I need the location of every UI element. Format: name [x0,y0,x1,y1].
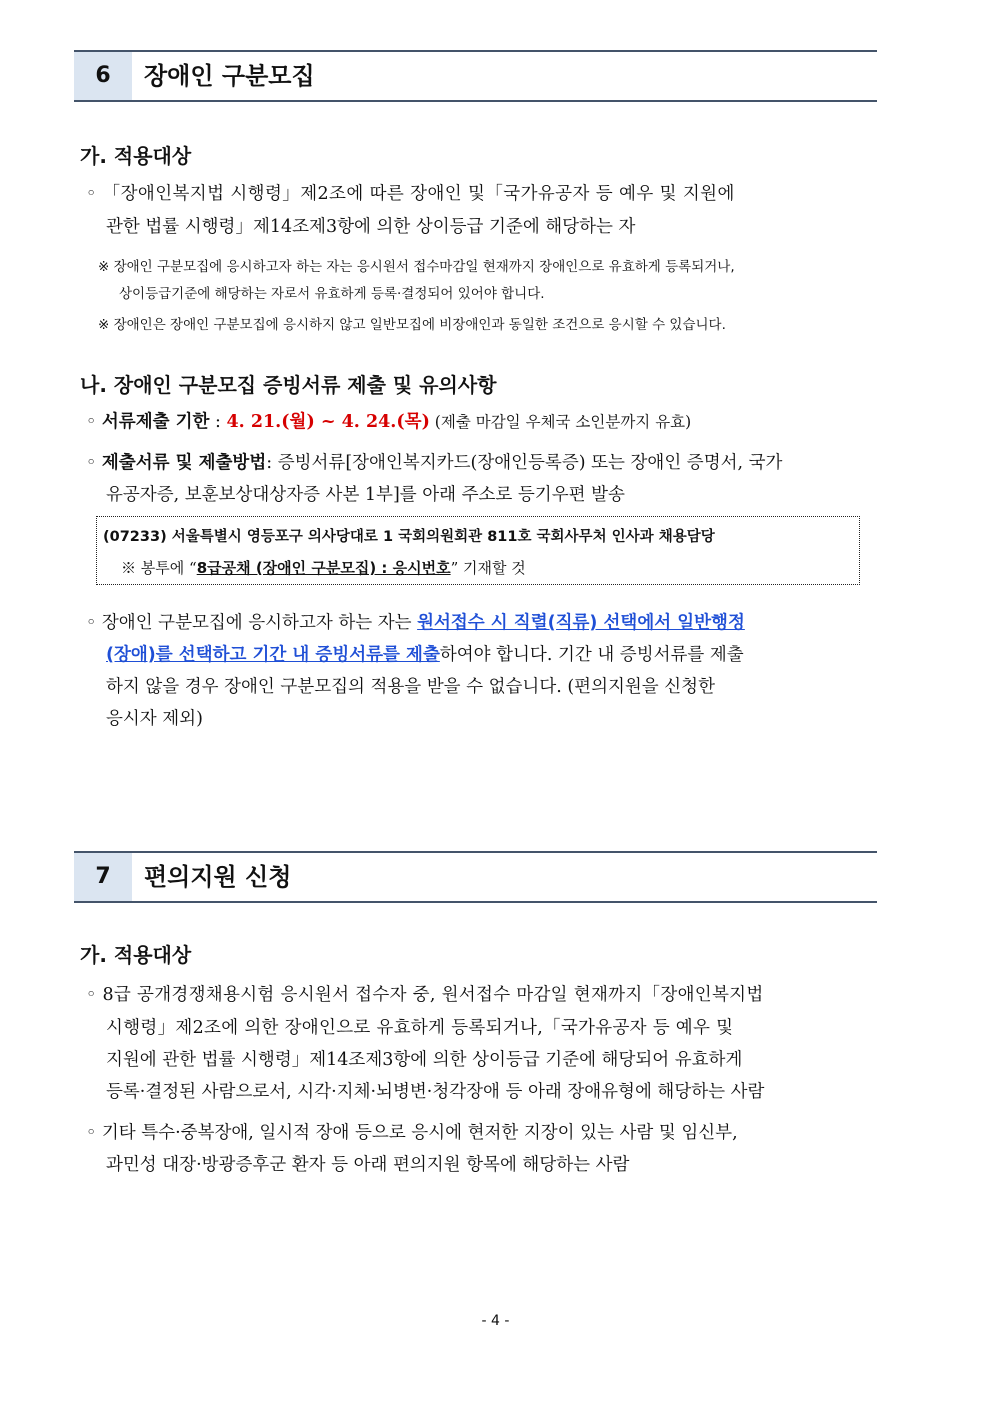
section-7-header [74,851,877,903]
bullet: ◦ [86,412,97,432]
submission-text: : 증빙서류[장애인복지카드(장애인등록증) 또는 장애인 증명서, 국가 [266,453,783,473]
paragraph-line: 하지 않을 경우 장애인 구분모집의 적용을 받을 수 없습니다. (편의지원을 신청한 [106,677,715,697]
colon: : [209,412,227,432]
subheading: 나. 장애인 구분모집 증빙서류 제출 및 유의사항 [80,373,497,397]
note-line: ※ 장애인은 장애인 구분모집에 응시하지 않고 일반모집에 비장애인과 동일한 조건으로 응시할 수 있습니다. [98,317,726,333]
text: 하여야 합니다. 기간 내 증빙서류를 제출 [439,645,744,665]
text: ◦ 장애인 구분모집에 응시하고자 하는 자는 [86,613,418,633]
subheading: 가. 적용대상 [80,144,192,168]
highlight-text: (장애)를 선택하고 기간 내 증빙서류를 제출 [106,645,440,665]
section-number: 7 [74,853,132,901]
deadline-note: (제출 마감일 우체국 소인분까지 유효) [429,413,692,431]
address-box [96,516,860,585]
note-line: ※ 장애인 구분모집에 응시하고자 하는 자는 응시원서 접수마감일 현재까지 장애인으로 유효하게 등록되거나, [98,259,735,275]
highlight-text: 원서접수 시 직렬(직류) 선택에서 일반행정 [417,613,745,633]
section-number: 6 [74,52,132,100]
paragraph-line [86,609,745,634]
page-number: - 4 - [481,1313,510,1329]
paragraph-line: 응시자 제외) [106,709,203,729]
paragraph-line: 관한 법률 시행령」제14조제3항에 의한 상이등급 기준에 해당하는 자 [106,217,636,237]
section-title: 장애인 구분모집 [144,62,315,90]
address-line: (07233) 서울특별시 영등포구 의사당대로 1 국회의원회관 811호 국회사무처 인사과 채용담당 [103,529,715,545]
bullet: ◦ [86,453,97,473]
paragraph-line: 시행령」제2조에 의한 장애인으로 유효하게 등록되거나,「국가유공자 등 예우 및 [106,1018,734,1038]
paragraph-line: ◦ 기타 특수·중복장애, 일시적 장애 등으로 응시에 현저한 지장이 있는 사람 및 임신부, [86,1123,738,1143]
paragraph-line [106,641,744,666]
submission-label: 제출서류 및 제출방법 [101,453,267,473]
paragraph-line: 유공자증, 보훈보상대상자증 사본 1부]를 아래 주소로 등기우편 발송 [106,485,625,505]
submission-line [86,449,782,474]
paragraph-line: 등록·결정된 사람으로서, 시각·지체·뇌병변·청각장애 등 아래 장애유형에 해당하는 사람 [106,1082,765,1102]
subheading: 가. 적용대상 [80,943,192,967]
section-6-header [74,50,877,102]
deadline-label: 서류제출 기한 [101,412,210,432]
deadline-line [86,408,691,433]
deadline-date: 4. 21.(월) ~ 4. 24.(목) [226,412,430,432]
paragraph-line: ◦ 「장애인복지법 시행령」제2조에 따른 장애인 및「국가유공자 등 예우 및 지원에 [86,184,735,204]
envelope-note [121,557,526,578]
section-title: 편의지원 신청 [144,863,292,891]
paragraph-line: 과민성 대장·방광증후군 환자 등 아래 편의지원 항목에 해당하는 사람 [106,1155,630,1175]
note-prefix: ※ 봉투에 “ [121,559,197,577]
envelope-label: 8급공채 (장애인 구분모집) : 응시번호 [196,559,451,577]
paragraph-line: ◦ 8급 공개경쟁채용시험 응시원서 접수자 중, 원서접수 마감일 현재까지「장애인복지법 [86,985,764,1005]
paragraph-line: 지원에 관한 법률 시행령」제14조제3항에 의한 상이등급 기준에 해당되어 유효하게 [106,1050,743,1070]
note-line: 상이등급기준에 해당하는 자로서 유효하게 등록·결정되어 있어야 합니다. [119,286,545,302]
note-suffix: ” 기재할 것 [450,559,526,577]
